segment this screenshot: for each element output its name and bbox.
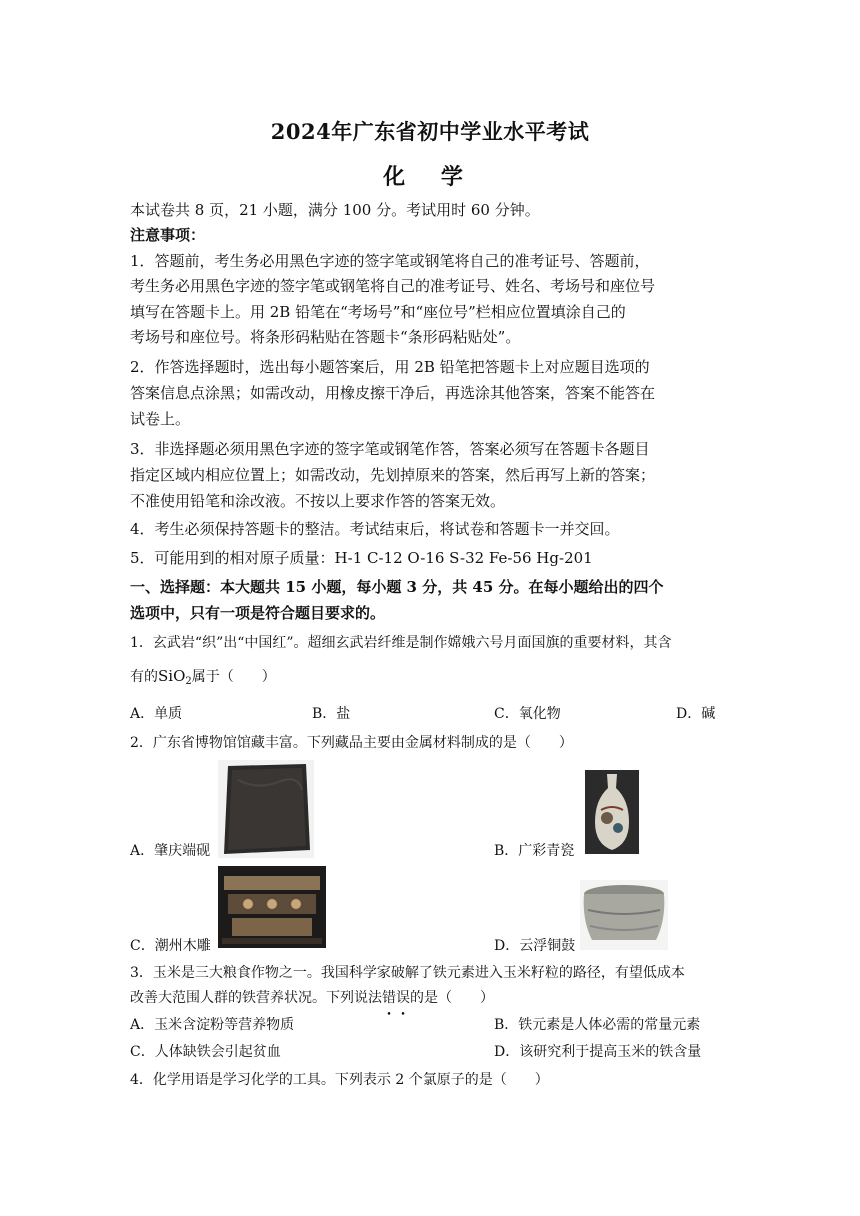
q3-option-b: B．铁元素是人体必需的常量元素	[494, 1017, 701, 1033]
q2-option-b: B．广彩青瓷	[494, 843, 575, 859]
q3-option-c: C．人体缺铁会引起贫血	[130, 1044, 281, 1060]
note-line: 3．非选择题必须用黑色字迹的签字笔或钢笔作答，答案必须写在答题卡各题目	[130, 440, 650, 458]
q2-option-a: A．肇庆端砚	[130, 843, 211, 859]
note-line: 答案信息点涂黑；如需改动，用橡皮擦干净后，再选涂其他答案，答案不能答在	[130, 384, 656, 402]
question-3-stem: 3．玉米是三大粮食作物之一。我国科学家破解了铁元素进入玉米籽粒的路径，有望低成本	[130, 965, 685, 981]
note-line: 填写在答题卡上。用 2B 铅笔在“考场号”和“座位号”栏相应位置填涂自己的	[130, 303, 626, 321]
q1-option-c: C．氧化物	[494, 706, 561, 722]
question-3-stem-continued: 改善大范围人群的铁营养状况。下列说法错误的是（ ）	[130, 990, 494, 1006]
q1-option-d: D．碱	[676, 706, 716, 722]
q2-option-c: C．潮州木雕	[130, 938, 211, 954]
question-4-stem: 4．化学用语是学习化学的工具。下列表示 2 个氯原子的是（ ）	[130, 1072, 549, 1088]
note-line: 指定区域内相应位置上；如需改动，先划掉原来的答案，然后再写上新的答案；	[130, 466, 656, 484]
wood-carving-image	[218, 866, 326, 948]
q1-option-b: B．盐	[312, 706, 351, 722]
q2-option-d: D．云浮铜鼓	[494, 938, 576, 954]
exam-summary: 本试卷共 8 页，21 小题，满分 100 分。考试用时 60 分钟。	[130, 201, 540, 219]
question-1-stem: 1．玄武岩“织”出“中国红”。超细玄武岩纤维是制作嫦娥六号月面国旗的重要材料，其含	[130, 635, 672, 651]
note-line: 1．答题前，考生务必用黑色字迹的签字笔或钢笔将自己的准考证号、答题前，	[130, 252, 650, 270]
exam-title: 2024年广东省初中学业水平考试	[270, 119, 590, 144]
section-heading: 一、选择题：本大题共 15 小题，每小题 3 分，共 45 分。在每小题给出的四个	[130, 578, 664, 596]
question-1-stem-continued: 有的SiO$_2$属于（ ）	[130, 667, 276, 687]
note-line: 试卷上。	[130, 410, 191, 428]
note-line: 考场号和座位号。将条形码粘贴在答题卡“条形码粘贴处”。	[130, 328, 521, 346]
note-line: 2．作答选择题时，选出每小题答案后，用 2B 铅笔把答题卡上对应题目选项的	[130, 358, 650, 376]
q3-option-d: D．该研究利于提高玉米的铁含量	[494, 1044, 702, 1060]
notes-heading: 注意事项：	[130, 226, 206, 244]
subject-title: 化 学	[383, 164, 477, 190]
inkstone-image	[218, 760, 314, 858]
sio2-formula: SiO$_2$	[158, 667, 192, 687]
q1-option-a: A．单质	[130, 706, 183, 722]
note-line: 考生务必用黑色字迹的签字笔或钢笔将自己的准考证号、姓名、考场号和座位号	[130, 277, 656, 295]
porcelain-vase-image	[585, 770, 639, 854]
q3-option-a: A．玉米含淀粉等营养物质	[130, 1017, 295, 1033]
section-heading: 选项中，只有一项是符合题目要求的。	[130, 604, 386, 622]
note-line: 5．可能用到的相对原子质量：H-1 C-12 O-16 S-32 Fe-56 Hg-201	[130, 549, 593, 567]
note-line: 4．考生必须保持答题卡的整洁。考试结束后，将试卷和答题卡一并交回。	[130, 520, 620, 538]
note-line: 不准使用铅笔和涂改液。不按以上要求作答的答案无效。	[130, 492, 506, 510]
bronze-drum-image	[580, 880, 668, 950]
question-2-stem: 2．广东省博物馆馆藏丰富。下列藏品主要由金属材料制成的是（ ）	[130, 735, 573, 751]
